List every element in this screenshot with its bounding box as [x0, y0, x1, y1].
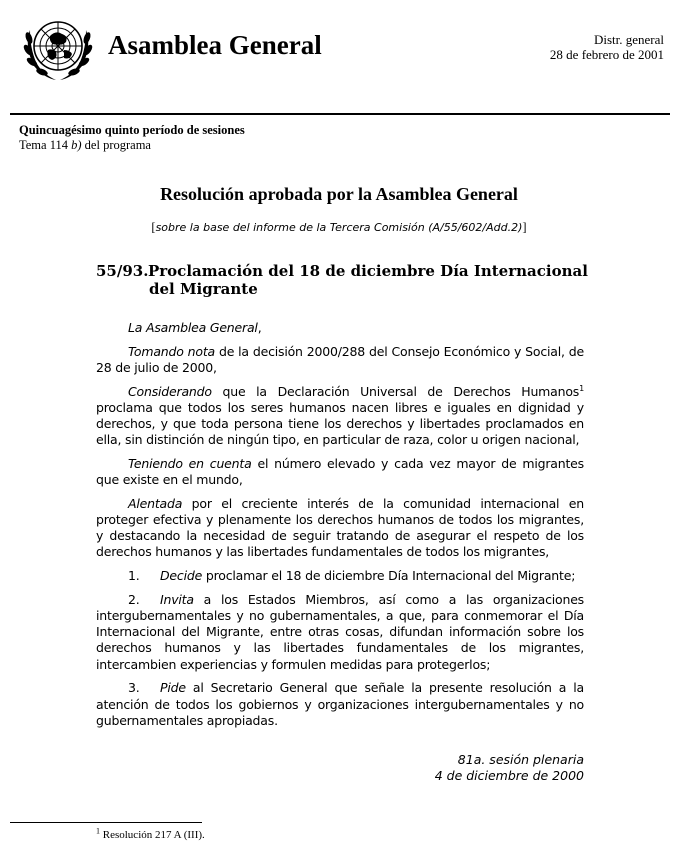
operative-text: proclamar el 18 de diciembre Día Internacional del Migrante;	[202, 568, 576, 584]
preamble-text: ,	[257, 320, 262, 335]
preamble-paragraph	[96, 320, 584, 336]
footnote-divider	[10, 822, 202, 823]
preamble-text: de la decisión 2000/288 del Consejo Económico y Social, de 28 de julio de 2000,	[96, 343, 584, 375]
operative-text: al Secretario General que señale la presente resolución a la atención de todos los gobiernos y organizaciones intergubernamentales y no gubernamentales apropiadas.	[96, 680, 584, 728]
agenda-item-prefix: Tema 114	[19, 138, 72, 152]
organization-title: Asamblea General	[108, 30, 322, 60]
closing-block	[435, 752, 584, 784]
footnote-marker: 1	[96, 826, 100, 836]
paragraph-number: 2.	[128, 591, 140, 607]
session-info	[19, 123, 245, 153]
agenda-item	[19, 138, 245, 153]
preamble-lead: Alentada	[128, 495, 183, 511]
basis-text: sobre la base del informe de la Tercera Comisión (A/55/602/Add.2)	[155, 221, 523, 234]
preamble-paragraph	[96, 456, 584, 488]
operative-lead: Invita	[160, 591, 194, 607]
operative-paragraph	[96, 568, 584, 584]
session-period: Quincuagésimo quinto período de sesiones	[19, 123, 245, 137]
resolution-number: 55/93.	[96, 262, 149, 280]
resolution-basis	[0, 220, 678, 235]
preamble-paragraph	[96, 384, 584, 449]
operative-lead: Decide	[160, 568, 203, 584]
preamble-text: que la Declaración Universal de Derechos Humanos	[211, 383, 580, 399]
document-distribution	[550, 32, 664, 62]
operative-paragraph	[96, 680, 584, 729]
agenda-item-suffix: del programa	[81, 138, 151, 152]
footnote	[96, 826, 205, 841]
operative-paragraph	[96, 592, 584, 673]
un-emblem-icon	[20, 12, 96, 82]
footnote-reference: 1	[579, 383, 584, 393]
paragraph-number: 1.	[128, 568, 140, 584]
operative-text: a los Estados Miembros, así como a las organizaciones intergubernamentales y no gubernamentales, a que, para conmemorar el Día Internacional del Migrante, entre otras cosas, difundan información sobre los derechos humanos y las libertades fundamentales de los migrantes, intercambien experiencias y formulen medidas para protegerlos;	[96, 591, 584, 672]
agenda-item-letter: b)	[71, 138, 82, 152]
preamble-paragraph	[96, 344, 584, 376]
resolution-title-line2: del Migrante	[149, 280, 258, 298]
adoption-date: 4 de diciembre de 2000	[434, 768, 584, 783]
distribution-label: Distr. general	[593, 32, 664, 47]
preamble-text: el número elevado y cada vez mayor de migrantes que existe en el mundo,	[96, 455, 584, 488]
operative-lead: Pide	[160, 680, 186, 696]
header-divider	[10, 113, 670, 115]
document-date: 28 de febrero de 2001	[549, 47, 664, 62]
resolution-heading: Resolución aprobada por la Asamblea General	[160, 184, 518, 204]
preamble-lead: Considerando	[128, 383, 212, 399]
resolution-title	[96, 262, 588, 298]
preamble-paragraph	[96, 496, 584, 561]
resolution-title-line1: Proclamación del 18 de diciembre Día Internacional	[148, 262, 588, 280]
preamble-text: proclama que todos los seres humanos nacen libres e iguales en dignidad y derechos, y que toda persona tiene los derechos y libertades proclamados en ella, sin distinción de ningún tipo, en particular de raza, color u origen nacional,	[96, 399, 584, 448]
preamble-lead: La Asamblea General	[128, 320, 258, 335]
resolution-body	[96, 320, 584, 736]
basis-close-bracket: ]	[522, 220, 527, 234]
preamble-lead: Tomando nota	[128, 343, 215, 359]
footnote-text: Resolución 217 A (III).	[100, 829, 205, 841]
paragraph-number: 3.	[128, 680, 140, 696]
preamble-lead: Teniendo en cuenta	[128, 455, 252, 471]
plenary-meeting: 81a. sesión plenaria	[457, 752, 584, 767]
basis-open-bracket: [	[151, 220, 156, 234]
preamble-text: por el creciente interés de la comunidad internacional en proteger efectiva y plenamente los derechos humanos de todos los migrantes, y destacando la necesidad de seguir tratando de asegurar el respeto de los derechos humanos y las libertades fundamentales de todos los migrantes,	[96, 495, 584, 560]
